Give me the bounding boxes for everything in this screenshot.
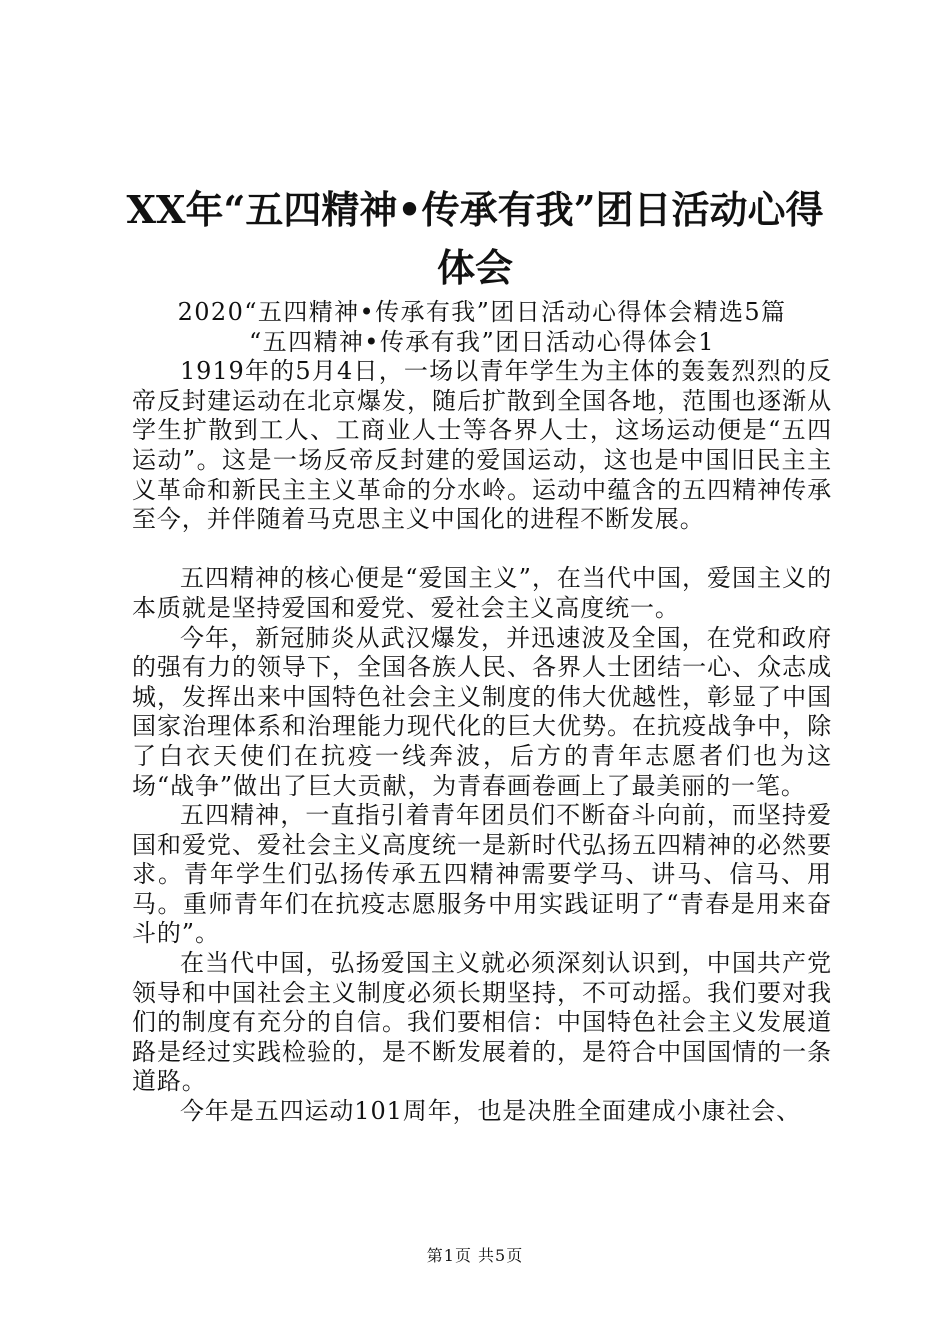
section-heading: “五四精神•传承有我”团日活动心得体会1	[249, 327, 715, 356]
page-footer: 第1页 共5页	[426, 1246, 524, 1265]
body-paragraph-4: 五四精神，一直指引着青年团员们不断奋斗向前，而坚持爱国和爱党、爱社会主义高度统一是新时代弘扬五四精神的必然要求。青年学生们弘扬传承五四精神需要学马、讲马、信马、用马。重师青年们在抗疫志愿服务中用实践证明了“青春是用来奋斗的”。	[132, 801, 832, 948]
body-paragraph-6: 今年是五四运动101周年，也是决胜全面建成小康社会、	[180, 1097, 802, 1126]
document-body	[132, 298, 832, 1127]
body-paragraph-5: 在当代中国，弘扬爱国主义就必须深刻认识到，中国共产党领导和中国社会主义制度必须长期坚持，不可动摇。我们要对我们的制度有充分的自信。我们要相信：中国特色社会主义发展道路是经过实践检验的，是不断发展着的，是符合中国国情的一条道路。	[132, 949, 832, 1096]
document-title-line-1: XX年“五四精神•传承有我”团日活动心得	[126, 187, 824, 232]
body-paragraph-1: 1919年的5月4日，一场以青年学生为主体的轰轰烈烈的反帝反封建运动在北京爆发，随后扩散到全国各地，范围也逐渐从学生扩散到工人、工商业人士等各界人士，这场运动便是“五四运动”。这是一场反帝反封建的爱国运动，这也是中国旧民主主义革命和新民主主义革命的分水岭。运动中蕴含的五四精神传承至今，并伴随着马克思主义中国化的进程不断发展。	[132, 357, 832, 534]
document-subtitle: 2020“五四精神•传承有我”团日活动心得体会精选5篇	[177, 298, 787, 326]
body-paragraph-3: 今年，新冠肺炎从武汉爆发，并迅速波及全国，在党和政府的强有力的领导下，全国各族人民、各界人士团结一心、众志成城，发挥出来中国特色社会主义制度的伟大优越性，彰显了中国国家治理体系和治理能力现代化的巨大优势。在抗疫战争中，除了白衣天使们在抗疫一线奔波，后方的青年志愿者们也为这场“战争”做出了巨大贡献，为青春画卷画上了最美丽的一笔。	[132, 623, 832, 800]
body-paragraph-2: 五四精神的核心便是“爱国主义”，在当代中国，爱国主义的本质就是坚持爱国和爱党、爱社会主义高度统一。	[132, 564, 832, 622]
document-title-line-2: 体会	[436, 245, 513, 290]
